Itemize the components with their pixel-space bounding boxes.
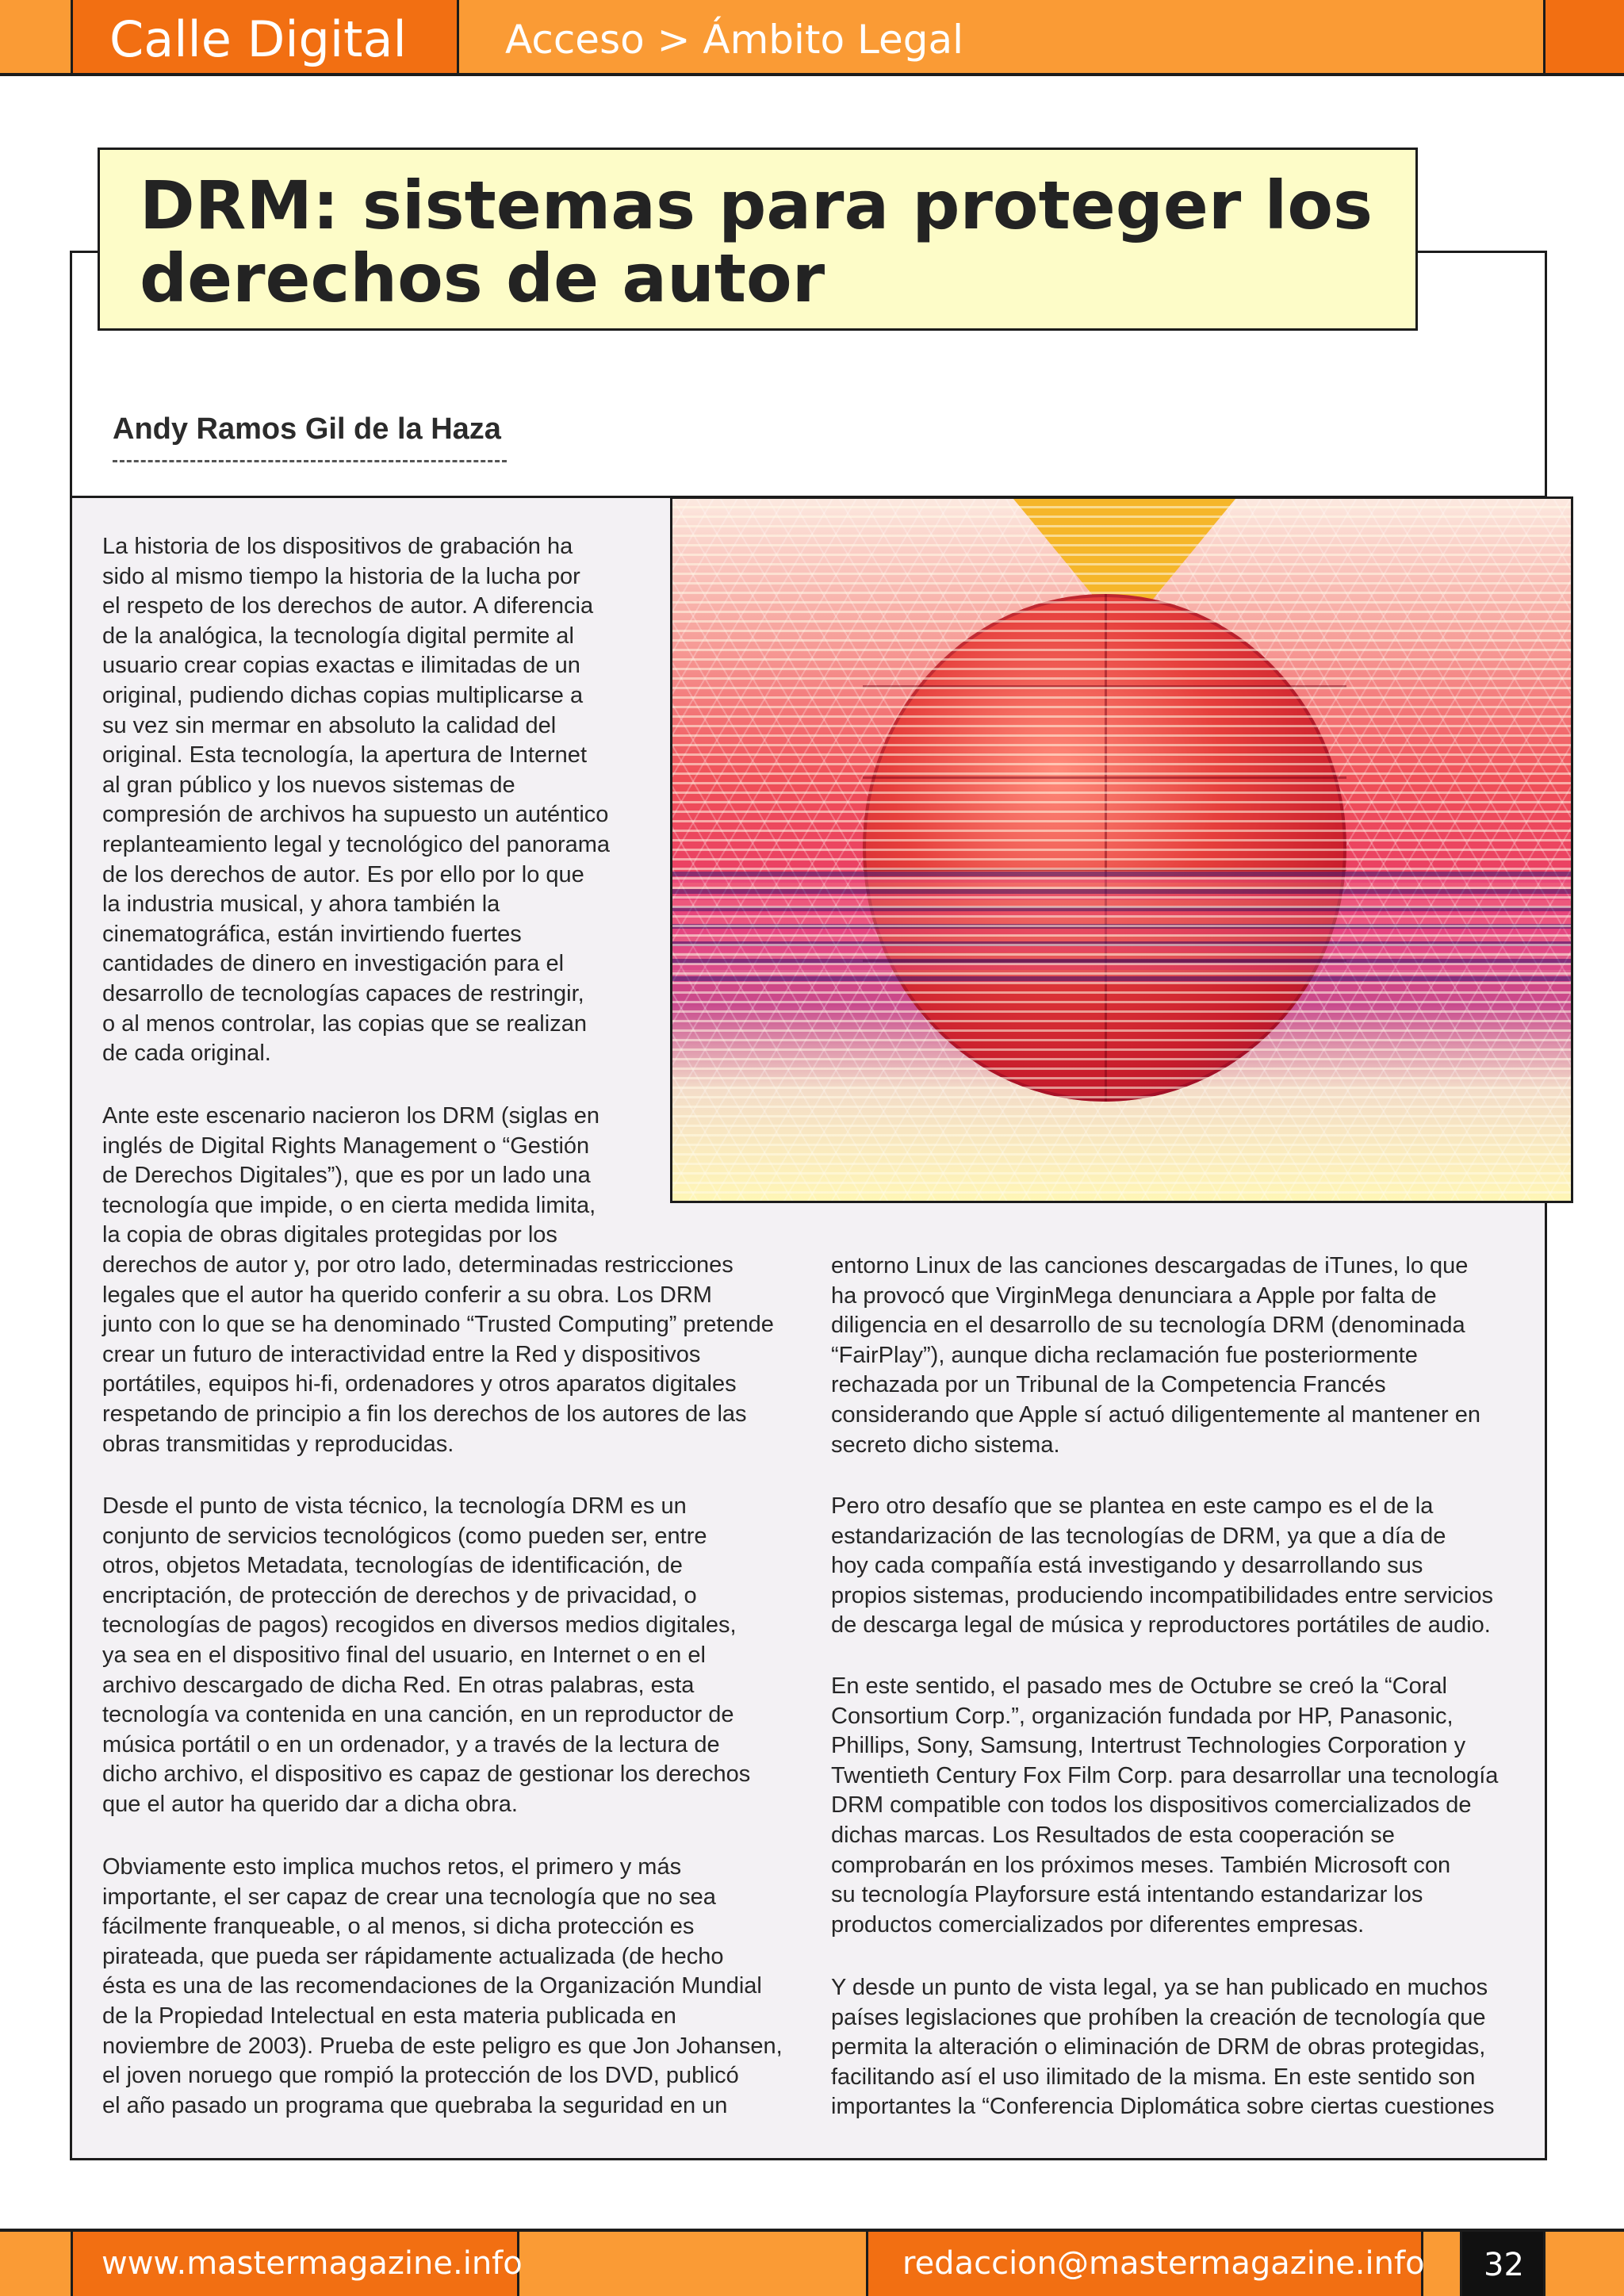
title-box (98, 148, 1418, 331)
article-title: DRM: sistemas para proteger los derechos de autor (140, 167, 1373, 317)
article-paragraph: Pero otro desafío que se plantea en este campo es el de la estandarización de las tecnologías de DRM, ya que a día de hoy cada compañía está investigando y desarrollando sus propios sistemas, produciendo incompatibilidades entre servicios de descarga legal de música y reproductores portátiles de audio. (831, 1493, 1493, 1639)
footer-segment (1423, 2232, 1462, 2296)
footer-segment (519, 2232, 868, 2296)
article-paragraph: La historia de los dispositivos de grabación ha sido al mismo tiempo la historia de la lucha por el respeto de los derechos de autor. A diferencia de la analógica, la tecnología digital permite al usuario crear copias exactas e ilimitadas de un original, pudiendo dichas copias multiplicarse a su vez sin mermar en absoluto la calidad del original. Esta tecnología, la apertura de Internet al gran público y los nuevos sistemas de compresión de archivos ha supuesto un auténtico replanteamiento legal y tecnológico del panorama de los derechos de autor. Es por ello por lo que la industria musical, y ahora también la cinematográfica, están invirtiendo fuertes cantidades de dinero en investigación para el desarrollo de tecnologías capaces de restringir, o al menos controlar, las copias que se realizan de cada original. (102, 534, 611, 1067)
article-paragraph: Ante este escenario nacieron los DRM (siglas en inglés de Digital Rights Management o “Gestión de Derechos Digitales”), que es por un lado una tecnología que impide, o en cierta medida limita, la copia de obras digitales protegidas por los derechos de autor y, por otro lado, determinadas restricciones legales que el autor ha querido conferir a su obra. Los DRM junto con lo que se ha denominado “Trusted Computing” pretende crear un futuro de interactividad entre la Red y dispositivos portátiles, equipos hi-fi, ordenadores y otros aparatos digitales respetando de principio a fin los derechos de los autores de las obras transmitidas y reproducidas. (102, 1103, 774, 1457)
magazine-brand: Calle Digital (109, 10, 407, 68)
email-link[interactable]: redaccion@mastermagazine.info (902, 2245, 1425, 2282)
footer-segment (0, 2232, 73, 2296)
illustration-stripes (672, 499, 1571, 1201)
website-link[interactable]: www.mastermagazine.info (102, 2245, 523, 2282)
author-underline (113, 460, 507, 462)
article-paragraph: entorno Linux de las canciones descargadas de iTunes, lo que ha provocó que VirginMega denunciara a Apple por falta de diligencia en el desarrollo de su tecnología DRM (denominada “FairPlay”), aunque dicha reclamación fue posteriormente rechazada por un Tribunal de la Competencia Francés considerando que Apple sí actuó diligentemente al mantener en secreto dicho sistema. (831, 1253, 1481, 1458)
article-paragraph: En este sentido, el pasado mes de Octubre se creó la “Coral Consortium Corp.”, organización fundada por HP, Panasonic, Phillips, Sony, Samsung, Intertrust Technologies Corporation y Twentieth Century Fox Film Corp. para desarrollar una tecnología DRM compatible con todos los dispositivos comercializados de dichas marcas. Los Resultados de esta cooperación se comprobarán en los próximos meses. También Microsoft con su tecnología Playforsure está intentando estandarizar los productos comercializados por diferentes empresas. (831, 1673, 1499, 1938)
article-paragraph: Obviamente esto implica muchos retos, el primero y más importante, el ser capaz de crear una tecnología que no sea fácilmente franqueable, o al menos, si dicha protección es pirateada, que pueda ser rápidamente actualizada (de hecho ésta es una de las recomendaciones de la Organización Mundial de la Propiedad Intelectual en esta materia publicada en noviembre de 2003). Prueba de este peligro es que Jon Johansen, el joven noruego que rompió la protección de los DVD, publicó el año pasado un programa que quebraba la seguridad en un (102, 1854, 783, 2118)
page-number: 32 (1484, 2247, 1524, 2283)
breadcrumb: Acceso > Ámbito Legal (505, 17, 964, 63)
header-segment (1545, 0, 1624, 73)
globe-illustration (670, 496, 1573, 1203)
article-paragraph: Y desde un punto de vista legal, ya se han publicado en muchos países legislaciones que prohíben la creación de tecnología que permita la alteración o eliminación de DRM de obras protegidas, facilitando así el uso ilimitado de la misma. En este sentido son importantes la “Conferencia Diplomática sobre ciertas cuestiones (831, 1975, 1495, 2120)
page-header (0, 0, 1624, 76)
page-footer (0, 2229, 1624, 2296)
footer-segment (1545, 2232, 1624, 2296)
article-author: Andy Ramos Gil de la Haza (113, 412, 501, 446)
header-segment (0, 0, 73, 73)
article-paragraph: Desde el punto de vista técnico, la tecnología DRM es un conjunto de servicios tecnológicos (como pueden ser, entre otros, objetos Metadata, tecnologías de identificación, de encriptación, de protección de derechos y de privacidad, o tecnologías de pagos) recogidos en diversos medios digitales, ya sea en el dispositivo final del usuario, en Internet o en el archivo descargado de dicha Red. En otras palabras, esta tecnología va contenida en una canción, en un reproductor de música portátil o en un ordenador, y a través de la lectura de dicho archivo, el dispositivo es capaz de gestionar los derechos que el autor ha querido dar a dicha obra. (102, 1493, 751, 1817)
